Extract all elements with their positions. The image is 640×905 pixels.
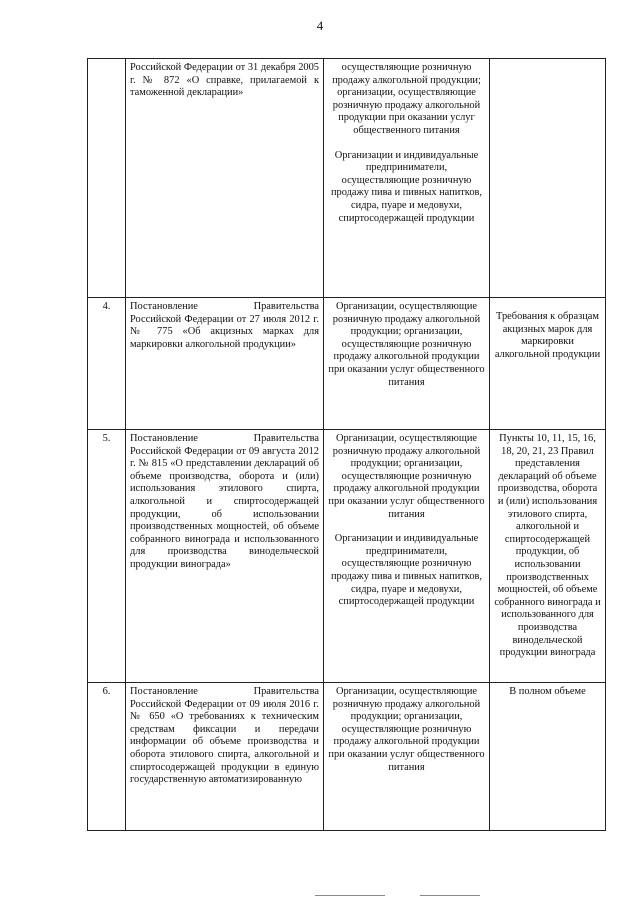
document-name: Постановление Правительства Российской Федерации от 09 августа 2012 г. № 815 «О представлении деклараций об объеме производства, оборота и (или) использования этилового спирта, алкогольной и спиртосодержащей продукции, об использовании производственных мощностей, об объеме собранного винограда и использованного для производства винодельческой продукции винограда»: [126, 430, 324, 683]
row-number: 4.: [88, 298, 126, 430]
document-name: Постановление Правительства Российской Федерации от 09 июля 2016 г. № 650 «О требованиях к техническим средствам фиксации и передачи информации об объеме производства и оборота этилового спирта, алкогольной и спиртосодержащей продукции в единую государственную автоматизированную: [126, 683, 324, 831]
table-row: [88, 59, 606, 298]
document-name: Постановление Правительства Российской Федерации от 27 июля 2012 г. № 775 «Об акцизных марках для маркировки алкогольной продукции»: [126, 298, 324, 430]
scope-text: Организации, осуществляющие розничную продажу алкогольной продукции; организации, осуществляющие розничную продажу алкогольной продукции при оказании услуг общественного питания: [328, 686, 485, 773]
scope-text: Организации, осуществляющие розничную продажу алкогольной продукции; организации, осуществляющие розничную продажу алкогольной продукции при оказании услуг общественного питания: [328, 433, 485, 520]
footer-divider: [420, 895, 480, 896]
table-row: [88, 683, 606, 831]
requirements-cell: Требования к образцам акцизных марок для маркировки алкогольной продукции: [490, 298, 606, 430]
requirements-cell: Пункты 10, 11, 15, 16, 18, 20, 21, 23 Правил представления деклараций об объеме производства, оборота и (или) использования этилового спирта, алкогольной и спиртосодержащей продукции, об использовании производственных мощностей, об объеме собранного винограда и использованного для производства винодельческой продукции винограда: [490, 430, 606, 683]
requirements-cell: В полном объеме: [490, 683, 606, 831]
row-number: 6.: [88, 683, 126, 831]
requirements-cell: [490, 59, 606, 298]
scope-text: Организации и индивидуальные предприниматели, осуществляющие розничную продажу пива и пивных напитков, сидра, пуаре и медовухи, спиртосодержащей продукции: [330, 533, 483, 608]
table-row: [88, 298, 606, 430]
legal-acts-table: [87, 58, 606, 831]
page-number: 4: [316, 18, 324, 33]
row-number: 5.: [88, 430, 126, 683]
scope-cell: [324, 298, 490, 430]
scope-text: осуществляющие розничную продажу алкогольной продукции; организации, осуществляющие розничную продажу алкогольной продукции при оказании услуг общественного питания: [332, 62, 481, 136]
footer-divider: [315, 895, 385, 896]
scope-cell: [324, 683, 490, 831]
table-row: [88, 430, 606, 683]
scope-cell: [324, 59, 490, 298]
scope-cell: [324, 430, 490, 683]
scope-text: Организации и индивидуальные предприниматели, осуществляющие розничную продажу пива и пивных напитков, сидра, пуаре и медовухи, спиртосодержащей продукции: [330, 149, 483, 224]
row-number: [88, 59, 126, 298]
scope-text: Организации, осуществляющие розничную продажу алкогольной продукции; организации, осуществляющие розничную продажу алкогольной продукции при оказании услуг общественного питания: [328, 301, 485, 388]
document-name: Российской Федерации от 31 декабря 2005 г. № 872 «О справке, прилагаемой к таможенной декларации»: [126, 59, 324, 298]
